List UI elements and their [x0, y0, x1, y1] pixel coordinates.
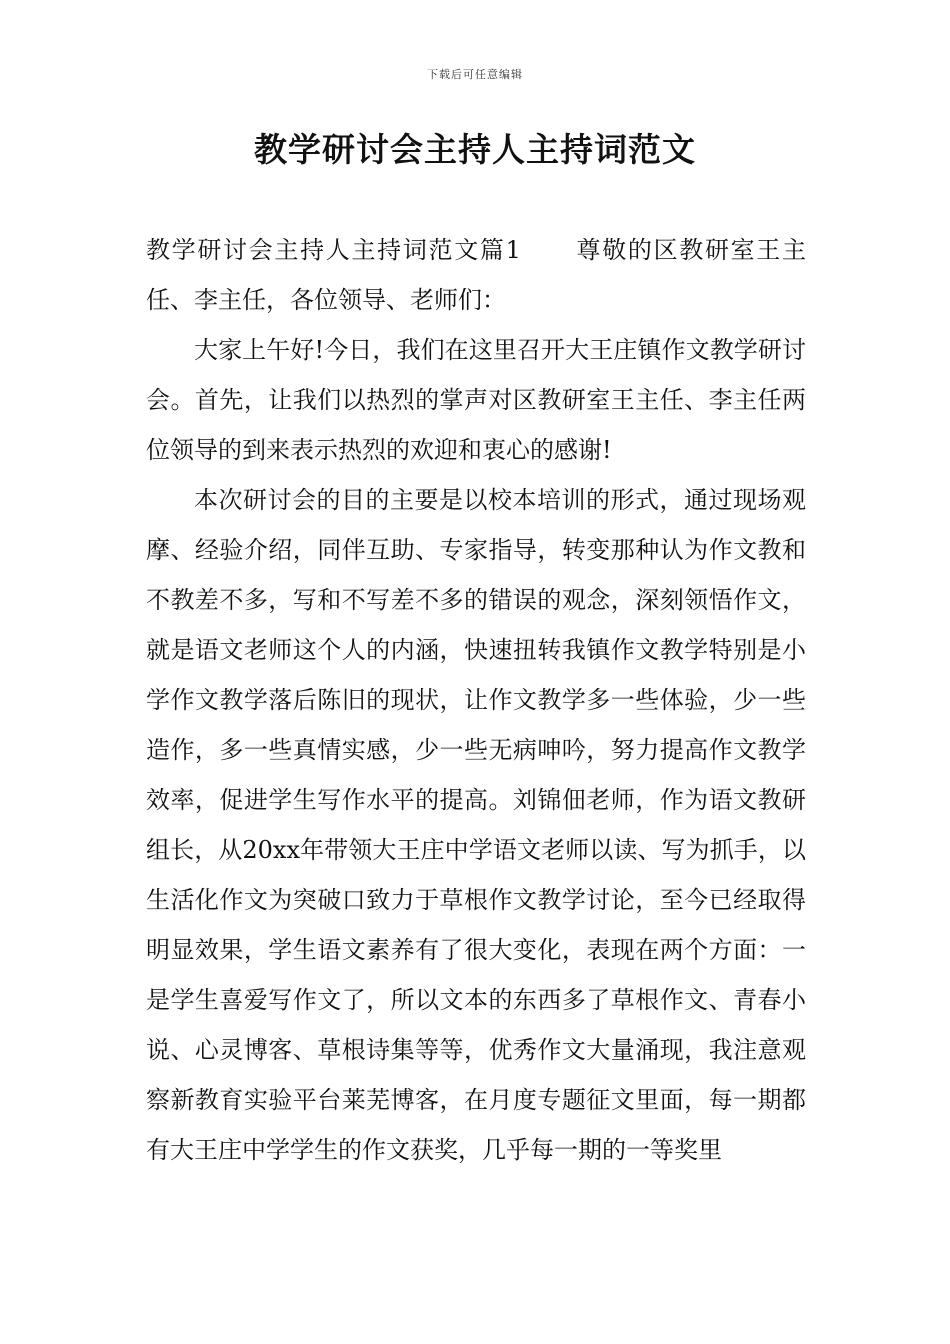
purpose-paragraph: 本次研讨会的目的主要是以校本培训的形式，通过现场观摩、经验介绍，同伴互助、专家指导，转变那种认为作文教和不教差不多，写和不写差不多的错误的观念，深刻领悟作文，就是语文老师这个人的内涵，快速扭转我镇作文教学特别是小学作文教学落后陈旧的现状，让作文教学多一些体验，少一些造作，多一些真情实感，少一些无病呻吟，努力提高作文教学效率，促进学生写作水平的提高。刘锦佃老师，作为语文教研组长，从20xx年带领大王庄中学语文老师以读、写为抓手，以生活化作文为突破口致力于草根作文教学讨论，至今已经取得明显效果，学生语文素养有了很大变化，表现在两个方面：一是学生喜爱写作文了，所以文本的东西多了草根作文、青春小说、心灵博客、草根诗集等等，优秀作文大量涌现，我注意观察新教育实验平台莱芜博客，在月度专题征文里面，每一期都有大王庄中学学生的作文获奖，几乎每一期的一等奖里 — [146, 486, 806, 1164]
salutation: 尊敬的区教研室王主任、李主任，各位领导、老师们： — [146, 236, 806, 314]
greeting-paragraph: 大家上午好!今日，我们在这里召开大王庄镇作文教学研讨会。首先，让我们以热烈的掌声对区教研室王主任、李主任两位领导的到来表示热烈的欢迎和衷心的感谢! — [146, 336, 806, 464]
document-body — [146, 225, 806, 1175]
opening-paragraph — [146, 225, 806, 325]
document-title: 教学研讨会主持人主持词范文 — [254, 130, 696, 169]
header-note: 下载后可任意编辑 — [427, 68, 523, 81]
section-heading: 教学研讨会主持人主持词范文篇1 — [146, 236, 521, 264]
